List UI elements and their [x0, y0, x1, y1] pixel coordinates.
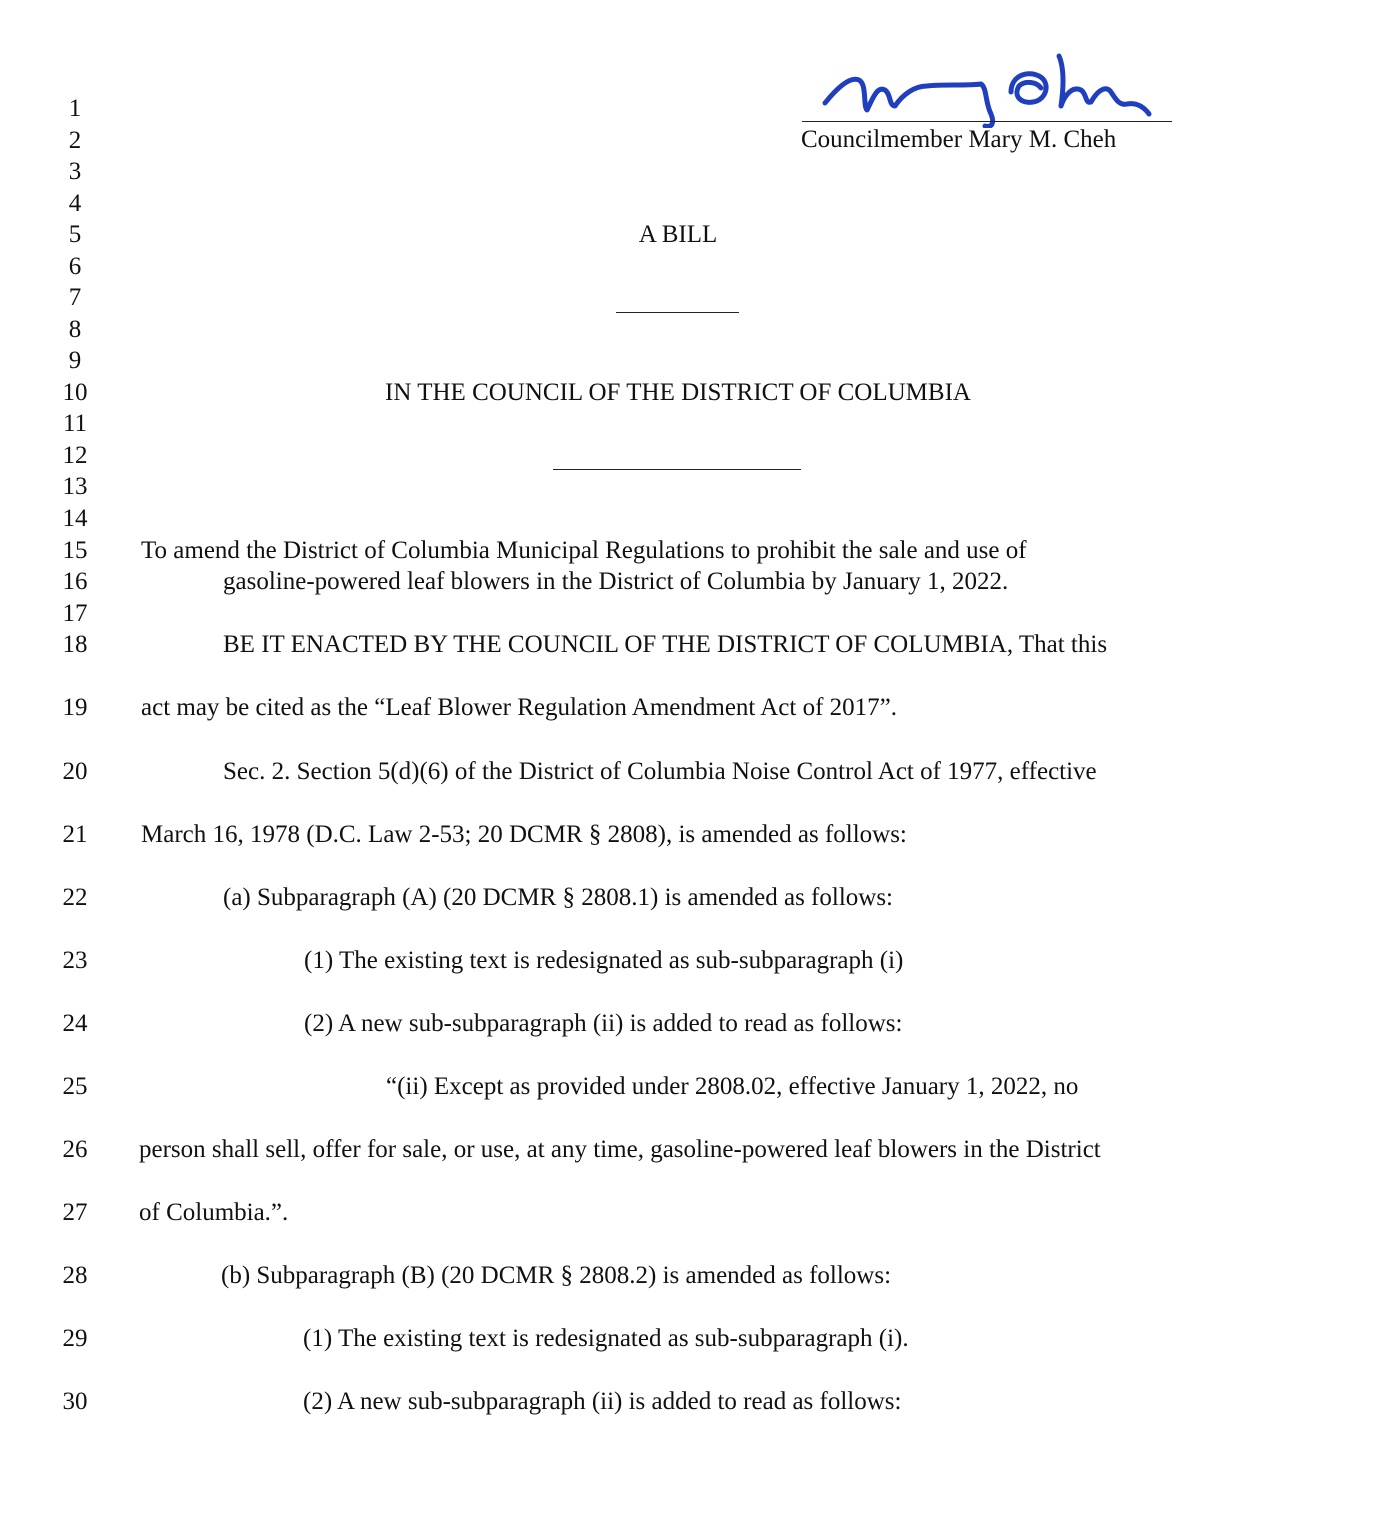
purpose-line-2: gasoline-powered leaf blowers in the District of Columbia by January 1, 2022. [223, 568, 1009, 595]
line-number: 2 [68, 127, 82, 154]
line-number: 17 [62, 600, 88, 627]
line-number: 4 [68, 190, 82, 217]
signature-line [802, 121, 1172, 122]
enacting-clause-line-1: BE IT ENACTED BY THE COUNCIL OF THE DISTRICT OF COLUMBIA, That this [223, 631, 1108, 658]
subsection-b-intro: (b) Subparagraph (B) (20 DCMR § 2808.2) is amended as follows: [221, 1262, 892, 1289]
line-number: 11 [62, 410, 88, 437]
section-2-line-2: March 16, 1978 (D.C. Law 2-53; 20 DCMR § 2808), is amended as follows: [141, 821, 907, 848]
line-number: 18 [62, 631, 88, 658]
line-number: 13 [62, 473, 88, 500]
line-number: 22 [62, 884, 88, 911]
line-number: 9 [68, 347, 82, 374]
subsection-a-item-2: (2) A new sub-subparagraph (ii) is added to read as follows: [304, 1010, 903, 1037]
line-number: 27 [62, 1199, 88, 1226]
line-number: 21 [62, 821, 88, 848]
line-number: 15 [62, 537, 88, 564]
enacting-clause-line-2: act may be cited as the “Leaf Blower Regulation Amendment Act of 2017”. [141, 694, 898, 721]
line-number: 26 [62, 1136, 88, 1163]
line-number: 10 [62, 379, 88, 406]
line-number: 29 [62, 1325, 88, 1352]
bill-number-blank [616, 312, 739, 313]
subsection-a-item-1: (1) The existing text is redesignated as sub-subparagraph (i) [304, 947, 904, 974]
quoted-text-line-1: “(ii) Except as provided under 2808.02, effective January 1, 2022, no [386, 1073, 1079, 1100]
subsection-a-intro: (a) Subparagraph (A) (20 DCMR § 2808.1) is amended as follows: [223, 884, 894, 911]
section-2-line-1: Sec. 2. Section 5(d)(6) of the District of Columbia Noise Control Act of 1977, effective [223, 758, 1097, 785]
line-number: 5 [68, 221, 82, 248]
line-number: 20 [62, 758, 88, 785]
line-number: 8 [68, 316, 82, 343]
line-number: 30 [62, 1388, 88, 1415]
quoted-text-line-2: person shall sell, offer for sale, or use, at any time, gasoline-powered leaf blowers in the District [139, 1136, 1101, 1163]
line-number: 24 [62, 1010, 88, 1037]
title-blank [553, 469, 801, 470]
quoted-text-line-3: of Columbia.”. [139, 1199, 289, 1226]
line-number: 23 [62, 947, 88, 974]
line-number: 7 [68, 284, 82, 311]
line-number: 6 [68, 253, 82, 280]
purpose-line-1: To amend the District of Columbia Municipal Regulations to prohibit the sale and use of [141, 537, 1027, 564]
line-number: 14 [62, 505, 88, 532]
subsection-b-item-1: (1) The existing text is redesignated as sub-subparagraph (i). [303, 1325, 909, 1352]
line-number: 28 [62, 1262, 88, 1289]
bill-label: A BILL [638, 221, 718, 248]
subsection-b-item-2: (2) A new sub-subparagraph (ii) is added to read as follows: [303, 1388, 902, 1415]
council-heading: IN THE COUNCIL OF THE DISTRICT OF COLUMBIA [385, 379, 971, 406]
line-number: 3 [68, 158, 82, 185]
handwritten-signature [815, 48, 1165, 128]
line-number: 1 [68, 95, 82, 122]
line-number: 12 [62, 442, 88, 469]
signer-name: Councilmember Mary M. Cheh [801, 126, 1117, 153]
line-number: 25 [62, 1073, 88, 1100]
line-number: 16 [62, 568, 88, 595]
line-number: 19 [62, 694, 88, 721]
